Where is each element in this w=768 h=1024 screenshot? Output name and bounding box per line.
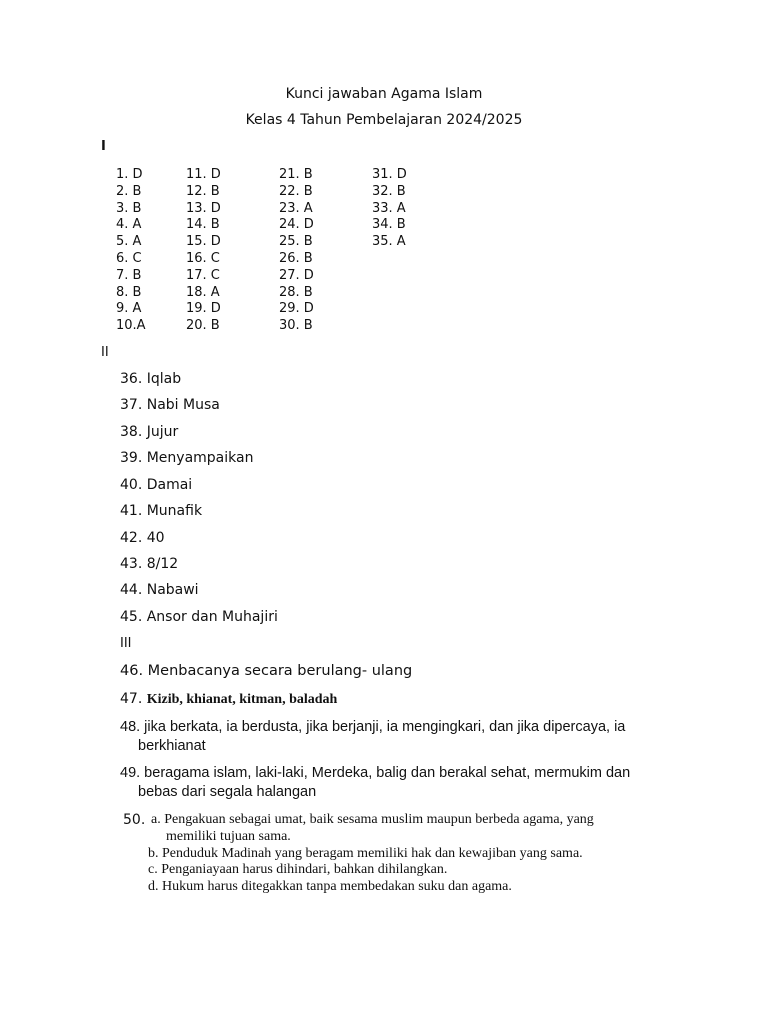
answer-item: 42. 40 (120, 530, 165, 546)
answer-50b: b. Penduduk Madinah yang beragam memiliki hak dan kewajiban yang sama. (148, 846, 583, 861)
answer-item-47 (120, 691, 337, 708)
answer-item: 28. B (279, 284, 313, 300)
answer-item: 1. D (116, 167, 143, 182)
answer-item-49 (120, 764, 676, 802)
answer-item: 33. A (372, 200, 406, 216)
answer-item: 20. B (186, 318, 220, 334)
answer-item: 36. Iqlab (120, 371, 182, 387)
answer-item: 40. Damai (120, 477, 193, 493)
answer-item: 38. Jujur (120, 424, 179, 440)
answer-item: 29. D (279, 301, 314, 317)
document-title: Kunci jawaban Agama Islam (285, 86, 483, 102)
answer-item: 30. B (279, 318, 313, 334)
answer-item: 18. A (186, 284, 220, 300)
answer-item: 45. Ansor dan Muhajiri (120, 609, 278, 625)
answer-item: 43. 8/12 (120, 556, 179, 572)
answer-50a-line1: a. Pengakuan sebagai umat, baik sesama muslim maupun berbeda agama, yang (151, 812, 594, 827)
answer-column-4 (372, 167, 407, 251)
answer-item: 31. D (372, 167, 407, 182)
answer-item-48 (120, 718, 676, 756)
answer-item: 34. B (372, 217, 406, 233)
answer-column-2 (186, 167, 221, 335)
answer-item: 7. B (116, 267, 142, 283)
answer-item: 8. B (116, 284, 142, 300)
answer-item: 10.A (116, 318, 146, 334)
answer-50d: d. Hukum harus ditegakkan tanpa membedakan suku dan agama. (148, 879, 512, 894)
answer-item: 37. Nabi Musa (120, 397, 220, 413)
answer-item: 3. B (116, 200, 142, 216)
answer-item: 22. B (279, 183, 313, 199)
answer-item: 35. A (372, 234, 406, 250)
answer-line: 49. beragama islam, laki-laki, Merdeka, balig dan berakal sehat, mermukim dan (120, 765, 631, 781)
answer-number: 47. (120, 691, 147, 707)
document-subtitle: Kelas 4 Tahun Pembelajaran 2024/2025 (245, 112, 523, 128)
answer-item: 4. A (116, 217, 142, 233)
answer-item: 14. B (186, 217, 220, 233)
answer-text: Kizib, khianat, kitman, baladah (146, 692, 338, 707)
section-1-heading: I (101, 139, 106, 154)
answer-item: 39. Menyampaikan (120, 450, 254, 466)
answer-item: 27. D (279, 267, 314, 283)
answer-item: 19. D (186, 301, 221, 317)
answer-item: 12. B (186, 183, 220, 199)
answer-number-50: 50. (123, 812, 146, 828)
answer-item: 17. C (186, 267, 220, 283)
answer-column-3 (279, 167, 314, 335)
answer-item: 5. A (116, 234, 142, 250)
answer-item: 15. D (186, 234, 221, 250)
answer-item: 41. Munafik (120, 503, 203, 519)
answer-item: 16. C (186, 250, 220, 266)
answer-item: 2. B (116, 183, 142, 199)
answer-item-46: 46. Menbacanya secara berulang- ulang (120, 663, 413, 679)
answer-item: 26. B (279, 250, 313, 266)
answer-item: 24. D (279, 217, 314, 233)
answer-column-1 (116, 167, 146, 335)
answer-item: 9. A (116, 301, 142, 317)
answer-item: 11. D (186, 167, 221, 182)
answer-line: berkhianat (138, 738, 206, 754)
answer-item: 32. B (372, 183, 406, 199)
answer-item: 44. Nabawi (120, 582, 199, 598)
section-3-heading: III (120, 636, 132, 651)
answer-item: 23. A (279, 200, 313, 216)
answer-item: 25. B (279, 234, 313, 250)
answer-50a-line2: memiliki tujuan sama. (166, 829, 291, 844)
section-2-heading: II (101, 345, 109, 360)
answer-item: 21. B (279, 167, 313, 182)
answer-line: 48. jika berkata, ia berdusta, jika berjanji, ia mengingkari, dan jika dipercaya, ia (120, 719, 626, 735)
answer-50c: c. Penganiayaan harus dihindari, bahkan dihilangkan. (148, 862, 448, 877)
answer-item: 6. C (116, 250, 142, 266)
answer-line: bebas dari segala halangan (138, 784, 317, 800)
answer-item: 13. D (186, 200, 221, 216)
